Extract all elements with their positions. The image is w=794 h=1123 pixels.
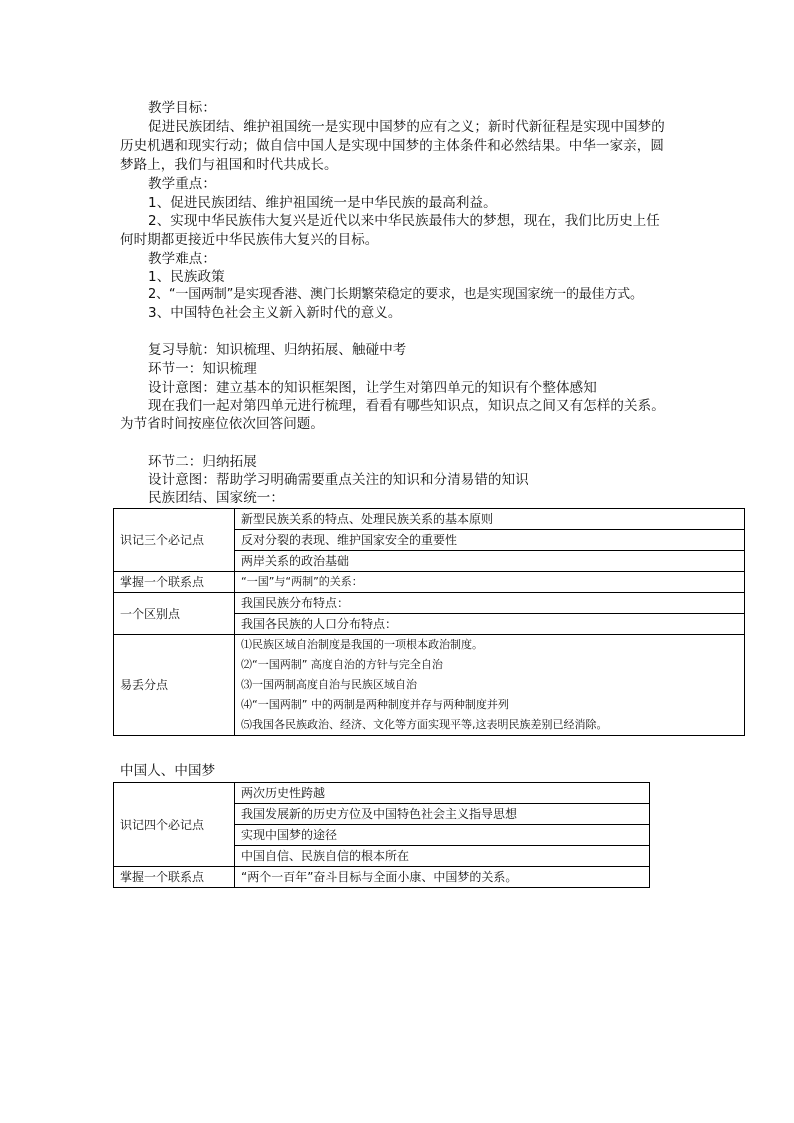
objectives-heading: 教学目标： <box>148 100 216 116</box>
table-cell: ⑷“一国两制” 中的两制是两种制度并存与两种制度并列 <box>235 695 745 715</box>
table1-caption: 民族团结、国家统一： <box>148 490 284 506</box>
table-cell: 我国民族分布特点： <box>235 593 745 614</box>
section-one-title: 环节一：知识梳理 <box>148 361 257 377</box>
key-point-line: 2、实现中华民族伟大复兴是近代以来中华民族最伟大的梦想，现在，我们比历史上任 <box>148 213 660 229</box>
section-two-title: 环节二：归纳拓展 <box>148 454 257 470</box>
table-cell: “两个一百年”奋斗目标与全面小康、中国梦的关系。 <box>235 867 650 888</box>
row-label: 识记四个必记点 <box>114 783 235 867</box>
objectives-line: 历史机遇和现实行动；做自信中国人是实现中国梦的主体条件和必然结果。中华一家亲，圆 <box>120 138 664 154</box>
row-label: 掌握一个联系点 <box>114 572 235 593</box>
table-cell: ⑶一国两制高度自治与民族区域自治 <box>235 675 745 695</box>
table-cell: 两次历史性跨越 <box>235 783 650 804</box>
table-cell: 我国各民族的人口分布特点： <box>235 614 745 635</box>
table-cell: ⑴民族区域自治制度是我国的一项根本政治制度。 <box>235 635 745 656</box>
table-row <box>114 572 745 593</box>
row-label: 识记三个必记点 <box>114 509 235 572</box>
objectives-line: 梦路上，我们与祖国和时代共成长。 <box>120 157 338 173</box>
table-row <box>114 635 745 656</box>
row-label: 易丢分点 <box>114 635 235 736</box>
section-one-paragraph: 现在我们一起对第四单元进行梳理，看看有哪些知识点，知识点之间又有怎样的关系。 <box>148 398 665 414</box>
table2-caption: 中国人、中国梦 <box>120 763 216 779</box>
table-cell: 实现中国梦的途径 <box>235 825 650 846</box>
knowledge-table-china-dream <box>113 782 650 888</box>
difficulty-line: 2、“一国两制”是实现香港、澳门长期繁荣稳定的要求，也是实现国家统一的最佳方式。 <box>148 287 643 302</box>
table-row <box>114 509 745 530</box>
objectives-line: 促进民族团结、维护祖国统一是实现中国梦的应有之义；新时代新征程是实现中国梦的 <box>148 119 665 135</box>
key-point-line: 1、促进民族团结、维护祖国统一是中华民族的最高利益。 <box>148 195 497 211</box>
knowledge-table-unity <box>113 508 745 736</box>
table-cell: ⑸我国各民族政治、经济、文化等方面实现平等,这表明民族差别已经消除。 <box>235 715 745 736</box>
table-cell: 中国自信、民族自信的根本所在 <box>235 846 650 867</box>
table-row <box>114 593 745 614</box>
table-cell: 两岸关系的政治基础 <box>235 551 745 572</box>
difficulty-line: 1、民族政策 <box>148 269 225 285</box>
table-cell: 我国发展新的历史方位及中国特色社会主义指导思想 <box>235 804 650 825</box>
difficulty-line: 3、中国特色社会主义新入新时代的意义。 <box>148 305 402 321</box>
key-points-heading: 教学重点： <box>148 176 216 192</box>
review-nav: 复习导航：知识梳理、归纳拓展、触碰中考 <box>148 342 407 358</box>
table-row <box>114 783 650 804</box>
difficulties-heading: 教学难点： <box>148 251 216 267</box>
table-cell: 反对分裂的表现、维护国家安全的重要性 <box>235 530 745 551</box>
table-cell: “一国”与“两制”的关系： <box>235 572 745 593</box>
row-label: 一个区别点 <box>114 593 235 635</box>
row-label: 掌握一个联系点 <box>114 867 235 888</box>
key-point-line: 何时期都更接近中华民族伟大复兴的目标。 <box>120 232 379 248</box>
table-cell: 新型民族关系的特点、处理民族关系的基本原则 <box>235 509 745 530</box>
section-one-paragraph: 为节省时间按座位依次回答问题。 <box>120 416 324 432</box>
section-two-intent: 设计意图：帮助学习明确需要重点关注的知识和分清易错的知识 <box>148 472 529 488</box>
table-row <box>114 867 650 888</box>
section-one-intent: 设计意图：建立基本的知识框架图，让学生对第四单元的知识有个整体感知 <box>148 380 597 396</box>
table-cell: ⑵“一国两制” 高度自治的方针与完全自治 <box>235 655 745 675</box>
